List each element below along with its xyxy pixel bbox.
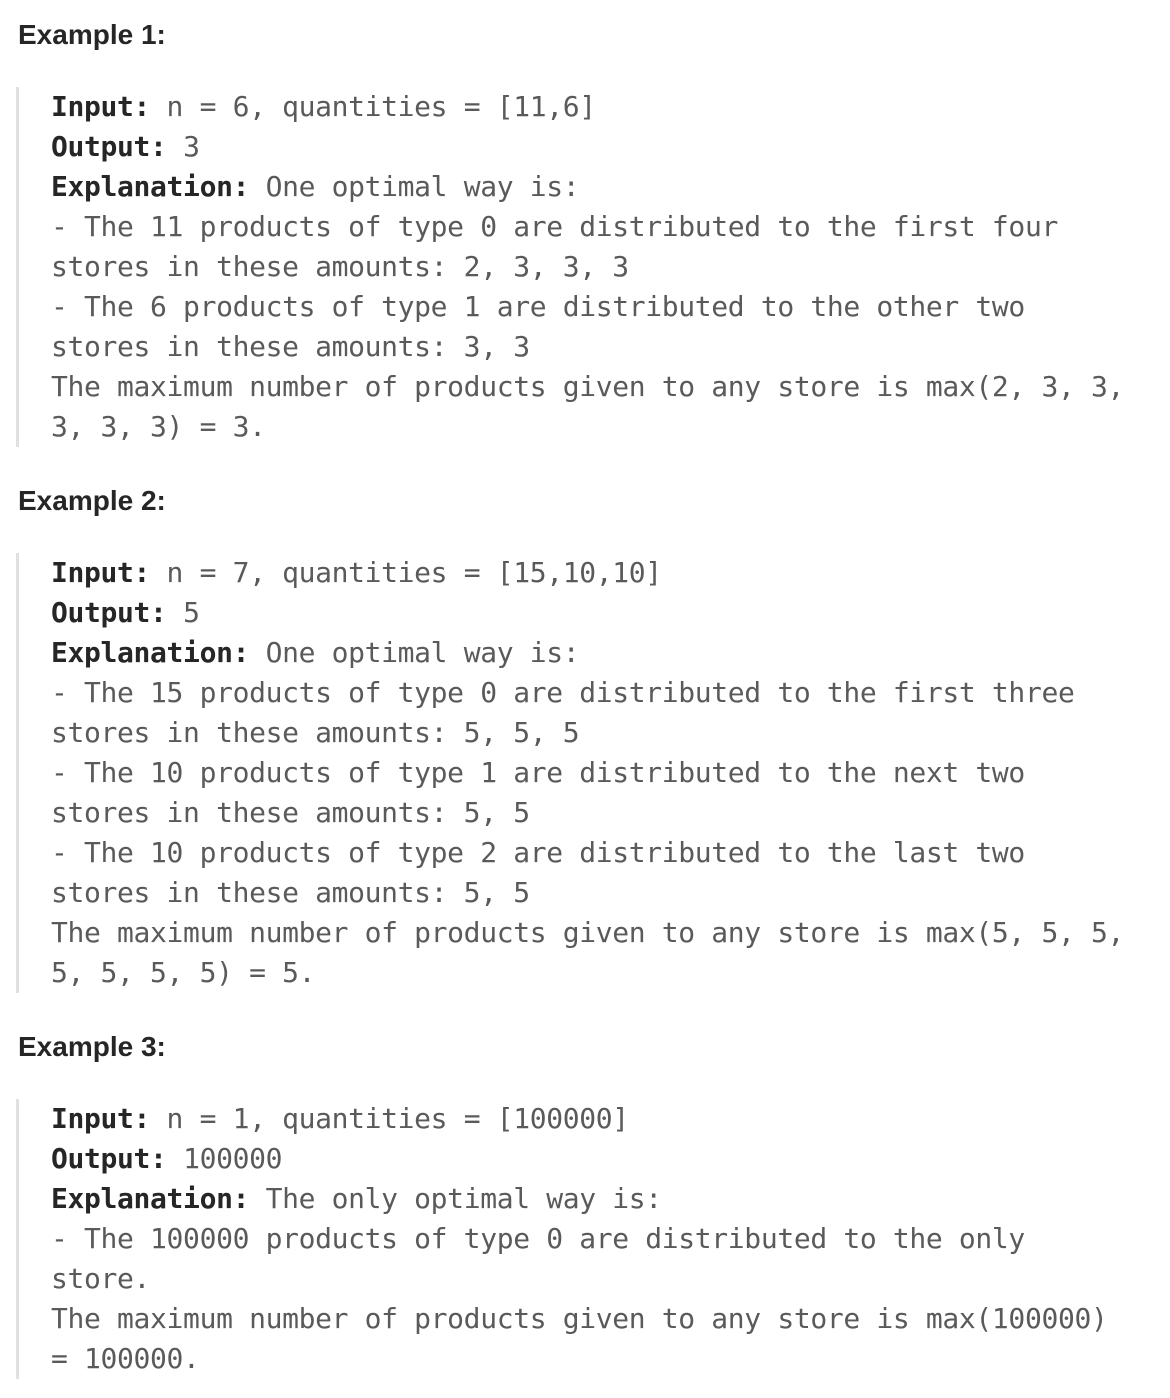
explanation-line: stores in these amounts: 3, 3 [51,330,530,363]
example-2-heading: Example 2: [18,485,166,516]
explanation-line: 3, 3, 3) = 3. [51,410,266,443]
input-label: Input: [51,1102,151,1135]
input-value: n = 6, quantities = [11,6] [150,90,596,123]
example-2-block [16,553,1124,993]
explanation-label: Explanation: [51,636,250,669]
input-value: n = 7, quantities = [15,10,10] [150,556,662,589]
explanation-line: stores in these amounts: 5, 5 [51,796,530,829]
output-value: 3 [166,130,200,163]
output-value: 100000 [166,1142,283,1175]
example-1-input-line [51,87,1124,127]
example-1-output-line [51,127,1124,167]
explanation-line: - The 15 products of type 0 are distributed to the first three [51,676,1075,709]
explanation-text: One optimal way is: [249,636,580,669]
explanation-line: stores in these amounts: 2, 3, 3, 3 [51,250,629,283]
explanation-text: The only optimal way is: [249,1182,662,1215]
explanation-line: - The 6 products of type 1 are distributed to the other two [51,290,1025,323]
explanation-line: - The 100000 products of type 0 are distributed to the only [51,1222,1025,1255]
output-value: 5 [166,596,200,629]
explanation-line: The maximum number of products given to any store is max(5, 5, 5, [51,916,1124,949]
explanation-line: - The 10 products of type 2 are distributed to the last two [51,836,1025,869]
input-label: Input: [51,90,151,123]
output-label: Output: [51,130,167,163]
input-label: Input: [51,556,151,589]
example-3-heading: Example 3: [18,1031,166,1062]
example-2-input-line [51,553,1124,593]
example-3-explanation-line [51,1179,1107,1219]
explanation-line: stores in these amounts: 5, 5 [51,876,530,909]
example-1-heading: Example 1: [18,19,166,50]
example-3-block [16,1099,1107,1379]
input-value: n = 1, quantities = [100000] [150,1102,629,1135]
explanation-line: store. [51,1262,151,1295]
example-3-output-line [51,1139,1107,1179]
explanation-label: Explanation: [51,170,250,203]
example-2-output-line [51,593,1124,633]
output-label: Output: [51,596,167,629]
example-3-input-line [51,1099,1107,1139]
explanation-line: The maximum number of products given to any store is max(100000) [51,1302,1108,1335]
explanation-line: = 100000. [51,1342,200,1375]
explanation-line: The maximum number of products given to any store is max(2, 3, 3, [51,370,1124,403]
explanation-label: Explanation: [51,1182,250,1215]
explanation-line: - The 11 products of type 0 are distributed to the first four [51,210,1058,243]
example-2-explanation-line [51,633,1124,673]
explanation-line: stores in these amounts: 5, 5, 5 [51,716,580,749]
explanation-text: One optimal way is: [249,170,580,203]
output-label: Output: [51,1142,167,1175]
example-1-explanation-line [51,167,1124,207]
explanation-line: - The 10 products of type 1 are distributed to the next two [51,756,1025,789]
explanation-line: 5, 5, 5, 5) = 5. [51,956,316,989]
example-1-block [16,87,1124,447]
